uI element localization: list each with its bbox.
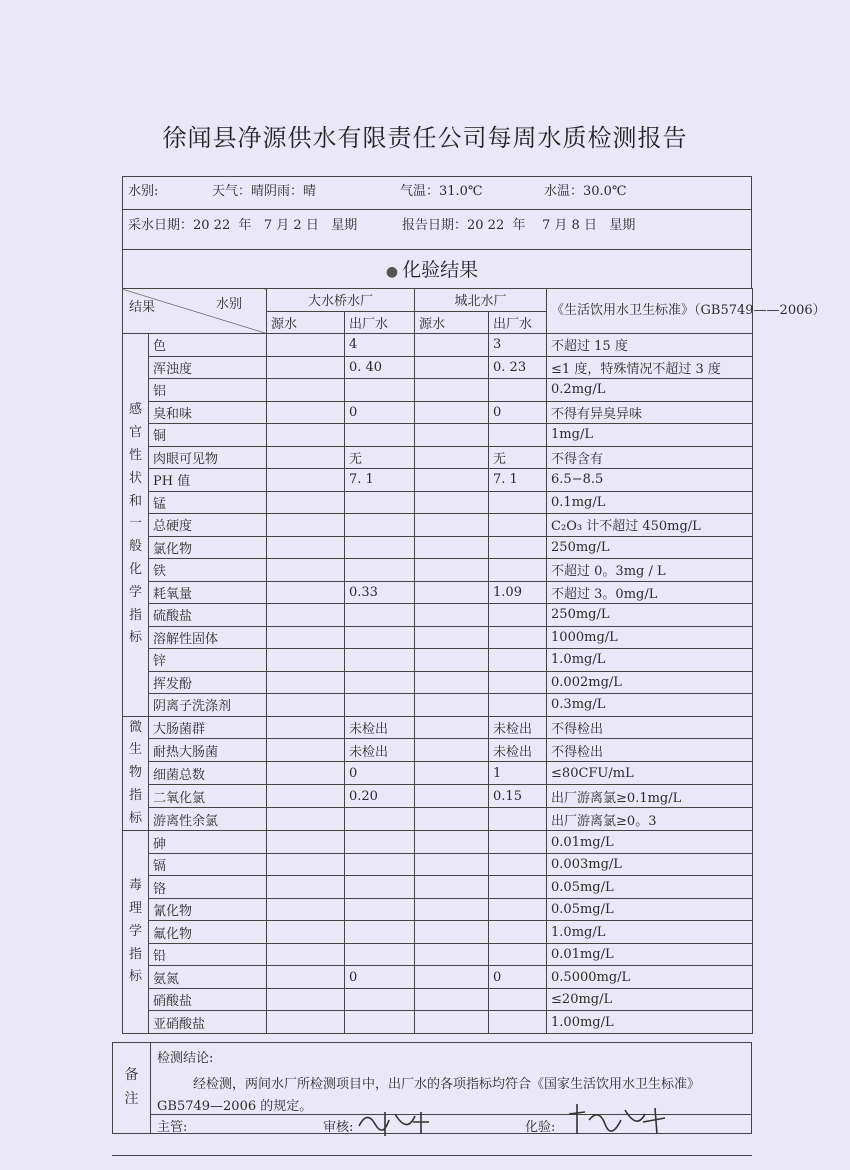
plant2-out-cell [489,491,547,514]
table-row [123,379,753,402]
table-row [123,739,753,762]
plant1-raw-cell [267,514,345,537]
standard-cell: 0.01mg/L [547,831,753,854]
standard-cell: 0.05mg/L [547,898,753,921]
standard-cell: ≤1 度，特殊情况不超过 3 度 [547,356,753,379]
reviewer-signature [355,1104,435,1140]
plant1-raw-cell [267,898,345,921]
item-cell: 溶解性固体 [149,626,267,649]
plant1-out-cell: 0.33 [345,581,415,604]
item-cell: 铝 [149,379,267,402]
plant2-raw-cell [415,379,489,402]
plant1-raw-cell [267,536,345,559]
plant2-raw-cell [415,536,489,559]
plant2-out-cell [489,898,547,921]
table-row [123,966,753,989]
standard-cell: 0.002mg/L [547,671,753,694]
header-divider [122,209,752,210]
plant2-raw-cell [415,446,489,469]
item-cell: 挥发酚 [149,671,267,694]
plant2-out-cell [489,694,547,717]
table-row [123,831,753,854]
plant2-out-cell: 未检出 [489,739,547,762]
plant2-raw-cell [415,988,489,1011]
plant2-raw-cell [415,491,489,514]
plant1-out-cell [345,921,415,944]
plant1-header: 大水桥水厂 [267,289,415,312]
item-cell: 大肠菌群 [149,716,267,739]
plant2-out-cell: 0 [489,966,547,989]
air-temp-field: 气温：31.0℃ [400,184,483,199]
standard-cell: 0.05mg/L [547,876,753,899]
item-cell: 镉 [149,853,267,876]
item-cell: 肉眼可见物 [149,446,267,469]
standard-cell: 0.1mg/L [547,491,753,514]
plant1-raw-cell [267,785,345,808]
plant1-raw-header: 源水 [267,311,345,334]
plant2-out-cell [489,671,547,694]
report-title: 徐闻县净源供水有限责任公司每周水质检测报告 [162,124,688,152]
plant2-raw-cell [415,514,489,537]
table-row [123,988,753,1011]
plant1-raw-cell [267,424,345,447]
conclusion-line-1: 经检测，两间水厂所检测项目中，出厂水的各项指标均符合《国家生活饮用水卫生标准》 [193,1077,701,1092]
plant1-raw-cell [267,379,345,402]
item-cell: PH 值 [149,469,267,492]
item-cell: 臭和味 [149,401,267,424]
plant1-raw-cell [267,853,345,876]
plant1-out-cell [345,424,415,447]
plant1-out-cell [345,898,415,921]
plant1-out-cell [345,514,415,537]
standard-header: 《生活饮用水卫生标准》（GB5749——2006） [547,289,753,334]
item-cell: 锰 [149,491,267,514]
standard-cell: 0.01mg/L [547,943,753,966]
plant2-out-cell [489,831,547,854]
plant2-out-cell [489,514,547,537]
standard-cell: 250mg/L [547,604,753,627]
item-cell: 硝酸盐 [149,988,267,1011]
standard-cell: 不超过 0。3mg / L [547,559,753,582]
standard-cell: ≤20mg/L [547,988,753,1011]
table-row [123,649,753,672]
plant2-raw-cell [415,921,489,944]
plant2-out-cell [489,921,547,944]
plant1-out-cell: 0.20 [345,785,415,808]
plant1-raw-cell [267,762,345,785]
plant2-raw-cell [415,626,489,649]
plant1-raw-cell [267,716,345,739]
plant1-out-cell [345,671,415,694]
plant2-raw-cell [415,1011,489,1034]
table-row [123,469,753,492]
tester-signature [565,1100,675,1140]
plant2-raw-header: 源水 [415,311,489,334]
standard-cell: 不超过 3。0mg/L [547,581,753,604]
results-table [122,288,826,1034]
plant2-raw-cell [415,876,489,899]
plant1-raw-cell [267,808,345,831]
standard-cell: 1.00mg/L [547,1011,753,1034]
table-row [123,785,753,808]
conclusion-line-2: GB5749—2006 的规定。 [157,1099,313,1114]
plant1-raw-cell [267,469,345,492]
item-cell: 游离性余氯 [149,808,267,831]
item-cell: 铜 [149,424,267,447]
plant2-out-cell [489,808,547,831]
plant2-out-cell [489,379,547,402]
conclusion-label: 检测结论: [157,1051,214,1066]
standard-cell: 0.5000mg/L [547,966,753,989]
header-water-label: 水别 [215,297,242,312]
plant2-out-cell: 无 [489,446,547,469]
standard-cell: 1mg/L [547,424,753,447]
plant2-out-cell: 0 [489,401,547,424]
plant1-out-cell [345,559,415,582]
plant1-raw-cell [267,921,345,944]
item-cell: 铅 [149,943,267,966]
item-cell: 浑浊度 [149,356,267,379]
plant2-raw-cell [415,401,489,424]
section-title [112,255,752,282]
table-row [123,808,753,831]
table-row [123,943,753,966]
table-row [123,1011,753,1034]
plant2-out-cell [489,1011,547,1034]
plant2-raw-cell [415,966,489,989]
plant2-raw-cell [415,424,489,447]
plant2-out-cell: 7. 1 [489,469,547,492]
plant2-raw-cell [415,716,489,739]
plant2-out-cell [489,649,547,672]
plant1-raw-cell [267,626,345,649]
header-result-label: 结果 [129,300,156,315]
standard-cell: C₂O₃ 计不超过 450mg/L [547,514,753,537]
diagonal-header-cell [123,289,267,334]
table-row [123,694,753,717]
plant1-out-cell: 未检出 [345,716,415,739]
item-cell: 氰化物 [149,898,267,921]
plant2-header: 城北水厂 [415,289,547,312]
plant1-out-cell [345,649,415,672]
plant1-raw-cell [267,491,345,514]
plant2-out-cell: 0. 23 [489,356,547,379]
plant2-raw-cell [415,694,489,717]
plant2-raw-cell [415,356,489,379]
plant1-out-header: 出厂水 [345,311,415,334]
plant1-out-cell: 0 [345,762,415,785]
remark-label: 备 注 [113,1043,151,1133]
standard-cell: 0.2mg/L [547,379,753,402]
standard-cell: 0.3mg/L [547,694,753,717]
table-row [123,491,753,514]
item-cell: 锌 [149,649,267,672]
item-cell: 耐热大肠菌 [149,739,267,762]
plant2-raw-cell [415,649,489,672]
supervisor-label: 主管: [157,1120,188,1135]
plant1-out-cell [345,379,415,402]
standard-cell: 250mg/L [547,536,753,559]
plant1-out-cell [345,491,415,514]
plant2-raw-cell [415,581,489,604]
item-cell: 细菌总数 [149,762,267,785]
table-row [123,898,753,921]
plant2-out-cell [489,536,547,559]
plant1-out-cell [345,808,415,831]
table-header-row-1 [123,289,753,312]
standard-cell: 1.0mg/L [547,649,753,672]
plant2-raw-cell [415,762,489,785]
plant1-out-cell: 0. 40 [345,356,415,379]
plant2-raw-cell [415,469,489,492]
plant2-out-cell: 0.15 [489,785,547,808]
item-cell: 砷 [149,831,267,854]
item-cell: 阴离子洗涤剂 [149,694,267,717]
plant1-raw-cell [267,581,345,604]
item-cell: 亚硝酸盐 [149,1011,267,1034]
plant1-raw-cell [267,401,345,424]
plant2-out-cell [489,853,547,876]
plant1-raw-cell [267,943,345,966]
item-cell: 氟化物 [149,921,267,944]
standard-cell: 1000mg/L [547,626,753,649]
plant2-raw-cell [415,898,489,921]
category-cell: 感 官 性 状 和 一 般 化 学 指 标 [123,334,149,717]
standard-cell: 1.0mg/L [547,921,753,944]
plant2-out-cell [489,559,547,582]
plant1-out-cell [345,536,415,559]
table-row [123,604,753,627]
table-row [123,626,753,649]
plant2-out-cell [489,604,547,627]
plant2-out-header: 出厂水 [489,311,547,334]
report-date-field: 报告日期：20 22 年 7 月 8 日 星期 [402,218,636,233]
standard-cell: 出厂游离氯≥0.1mg/L [547,785,753,808]
table-row [123,559,753,582]
standard-cell: 不得含有 [547,446,753,469]
standard-cell: 不得有异臭异味 [547,401,753,424]
category-cell: 毒 理 学 指 标 [123,831,149,1034]
table-row [123,356,753,379]
standard-cell: 0.003mg/L [547,853,753,876]
table-row [123,424,753,447]
plant1-out-cell [345,626,415,649]
plant1-raw-cell [267,671,345,694]
item-cell: 硫酸盐 [149,604,267,627]
plant2-raw-cell [415,559,489,582]
plant2-out-cell [489,876,547,899]
table-row [123,876,753,899]
plant1-out-cell: 无 [345,446,415,469]
water-temp-field: 水温：30.0℃ [544,184,627,199]
plant2-raw-cell [415,671,489,694]
plant2-raw-cell [415,853,489,876]
plant1-raw-cell [267,604,345,627]
water-type-label: 水别: [128,184,159,199]
bullet-dot: ● [385,264,399,280]
table-row [123,716,753,739]
plant2-raw-cell [415,334,489,357]
standard-cell: 不得检出 [547,739,753,762]
plant2-raw-cell [415,739,489,762]
plant2-out-cell [489,424,547,447]
table-row [123,921,753,944]
plant1-raw-cell [267,988,345,1011]
plant1-out-cell [345,831,415,854]
plant1-raw-cell [267,334,345,357]
table-row [123,762,753,785]
plant2-out-cell [489,943,547,966]
plant1-out-cell [345,694,415,717]
weather-field: 天气：晴阴雨：晴 [212,184,317,199]
plant2-raw-cell [415,808,489,831]
plant1-raw-cell [267,649,345,672]
plant1-out-cell: 未检出 [345,739,415,762]
plant1-raw-cell [267,356,345,379]
plant1-out-cell [345,853,415,876]
plant1-raw-cell [267,446,345,469]
plant1-raw-cell [267,1011,345,1034]
table-row [123,334,753,357]
plant1-out-cell [345,943,415,966]
sample-date-field: 采水日期：20 22 年 7 月 2 日 星期 [128,218,358,233]
table-row [123,581,753,604]
plant1-out-cell [345,876,415,899]
reviewer-label: 审核: [323,1120,354,1135]
standard-cell: 不得检出 [547,716,753,739]
plant2-raw-cell [415,831,489,854]
plant1-out-cell [345,1011,415,1034]
item-cell: 二氧化氯 [149,785,267,808]
plant2-out-cell: 3 [489,334,547,357]
table-row [123,401,753,424]
plant2-raw-cell [415,785,489,808]
table-row [123,536,753,559]
plant2-raw-cell [415,604,489,627]
standard-cell: ≤80CFU/mL [547,762,753,785]
item-cell: 总硬度 [149,514,267,537]
plant2-out-cell [489,626,547,649]
plant1-raw-cell [267,831,345,854]
standard-cell: 出厂游离氯≥0。3 [547,808,753,831]
plant1-out-cell: 0 [345,966,415,989]
standard-cell: 不超过 15 度 [547,334,753,357]
table-row [123,514,753,537]
section-title-text: 化验结果 [402,259,479,281]
category-cell: 微 生 物 指 标 [123,716,149,831]
plant2-raw-cell [415,943,489,966]
table-row [123,853,753,876]
plant1-out-cell [345,988,415,1011]
plant1-out-cell: 7. 1 [345,469,415,492]
item-cell: 铁 [149,559,267,582]
plant1-out-cell: 4 [345,334,415,357]
plant2-out-cell: 1 [489,762,547,785]
plant2-out-cell: 1.09 [489,581,547,604]
item-cell: 耗氧量 [149,581,267,604]
item-cell: 色 [149,334,267,357]
plant1-raw-cell [267,694,345,717]
plant1-raw-cell [267,876,345,899]
item-cell: 氯化物 [149,536,267,559]
plant1-raw-cell [267,559,345,582]
standard-cell: 6.5−8.5 [547,469,753,492]
plant1-raw-cell [267,966,345,989]
item-cell: 铬 [149,876,267,899]
tester-label: 化验: [525,1120,556,1135]
plant2-out-cell [489,988,547,1011]
table-row [123,671,753,694]
table-row [123,446,753,469]
plant1-out-cell [345,604,415,627]
bottom-border [112,1155,752,1156]
plant1-raw-cell [267,739,345,762]
plant2-out-cell: 未检出 [489,716,547,739]
plant1-out-cell: 0 [345,401,415,424]
item-cell: 氨氮 [149,966,267,989]
